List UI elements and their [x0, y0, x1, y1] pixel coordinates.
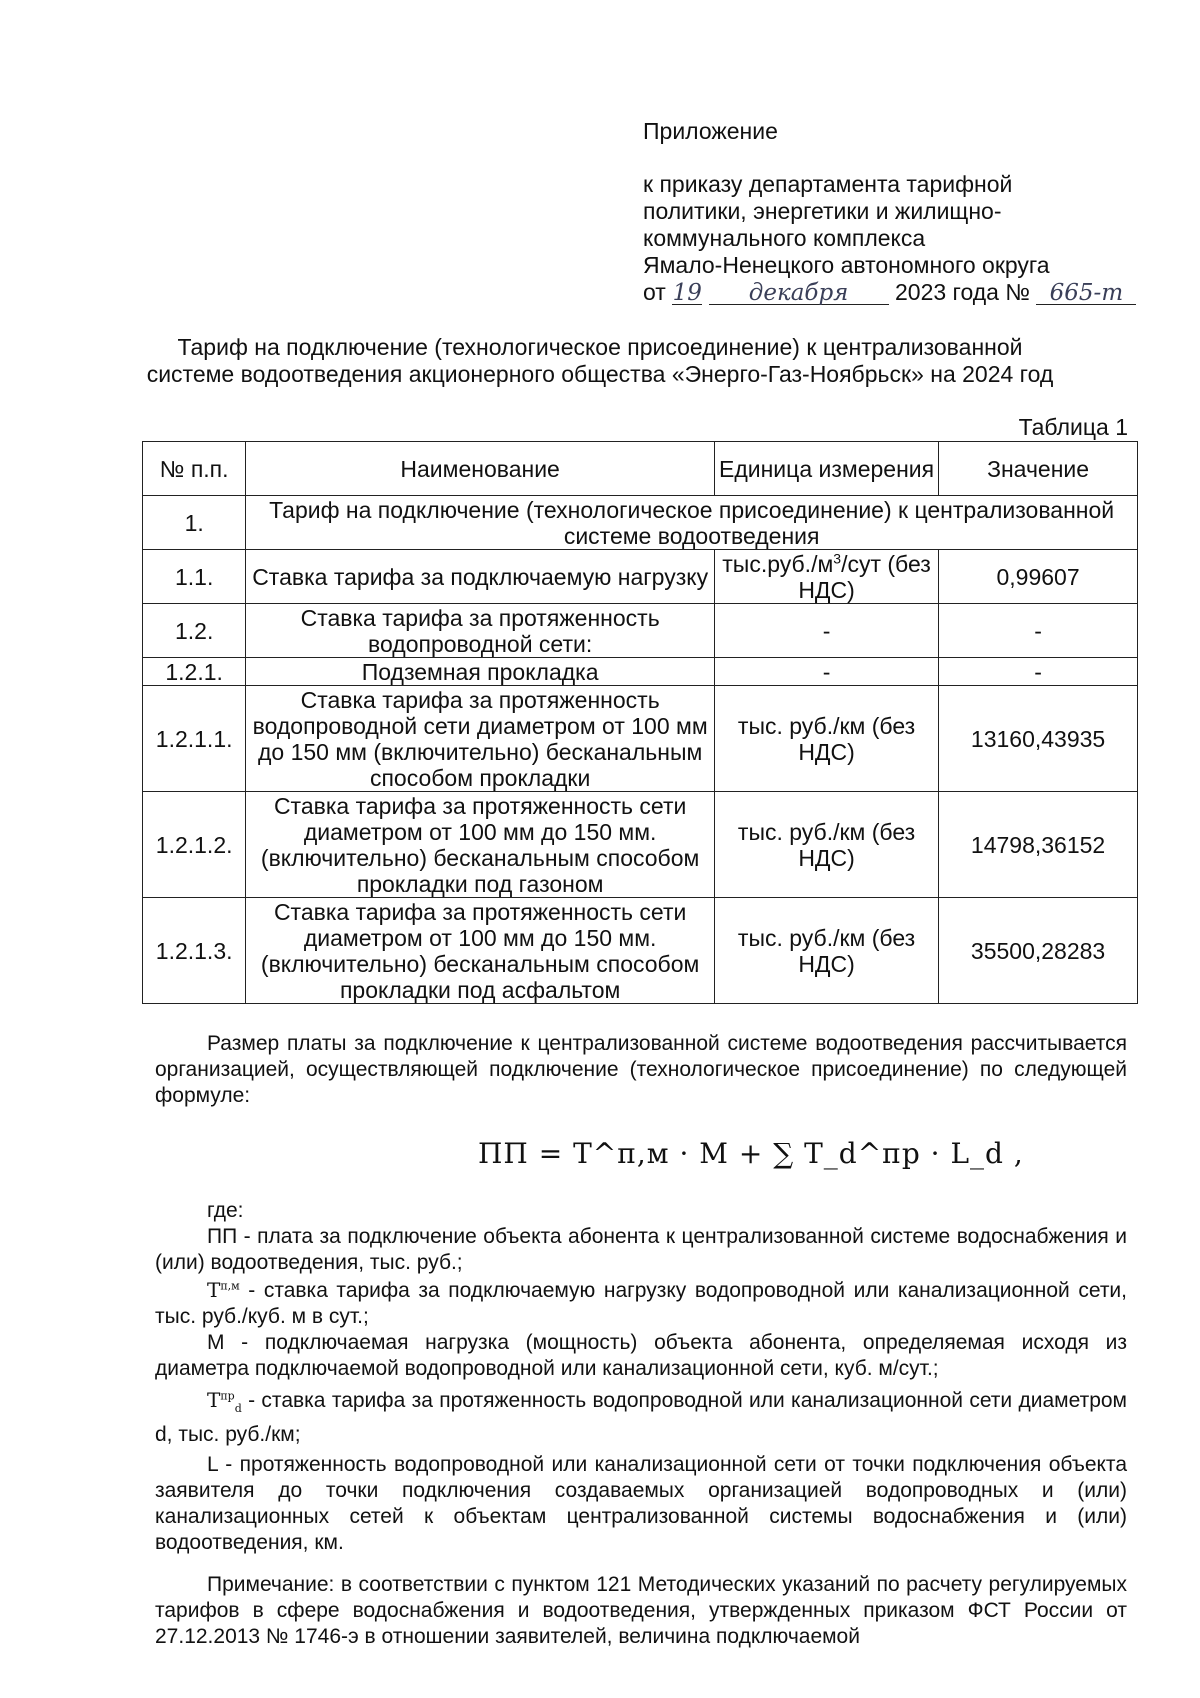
header-value: Значение [939, 442, 1138, 496]
definition-m: М - подключаемая нагрузка (мощность) объекта абонента, определяемая исходя из диаметра подключаемой водопроводной или канализационной сети, куб. м/сут.; [155, 1331, 1127, 1380]
appendix-line: политики, энергетики и жилищно- [643, 198, 1002, 224]
document-title-line: Тариф на подключение (технологическое присоединение) к централизованной [177, 334, 1023, 360]
appendix-title: Приложение [643, 118, 778, 144]
section-name: Тариф на подключение (технологическое присоединение) к централизованной системе водоотведения [246, 496, 1138, 550]
table-label: Таблица 1 [1018, 414, 1128, 440]
document-title-line: системе водоотведения акционерного общества «Энерго-Газ-Ноябрьск» на 2024 год [146, 361, 1054, 387]
document-title [140, 334, 1060, 388]
order-date-line [643, 279, 1163, 306]
formula: ПП = Т^п,м · М + ∑ Т_d^пр · L_d , [478, 1137, 1024, 1170]
definition-pp: ПП - плата за подключение объекта абонента к централизованной системе водоснабжения и (или) водоотведения, тыс. руб.; [155, 1225, 1127, 1274]
table-row [143, 792, 1138, 898]
row-value: - [939, 658, 1138, 686]
date-year-text: 2023 года № [895, 279, 1031, 305]
note-paragraph: Примечание: в соответствии с пунктом 121 Методических указаний по расчету регулируемых тарифов в сфере водоснабжения и водоотведения, утвержденных приказом ФСТ России от 27.12.2013 № 1746-э в отношении заявителей, величина подключаемой [155, 1573, 1127, 1648]
header-number: № п.п. [143, 442, 246, 496]
row-number: 1.1. [143, 550, 246, 604]
row-name: Ставка тарифа за протяженность водопроводной сети: [246, 604, 715, 658]
row-value: 13160,43935 [939, 686, 1138, 792]
tpm-symbol-icon: $Т^{п,м}$ [207, 1278, 240, 1302]
date-prefix: от [643, 279, 666, 305]
unit-part: тыс.руб./м [722, 550, 834, 577]
row-unit: тыс. руб./км (без НДС) [714, 686, 938, 792]
handwritten-month: декабря [709, 282, 889, 305]
appendix-line: Ямало-Ненецкого автономного округа [643, 252, 1050, 278]
definition-l: L - протяженность водопроводной или канализационной сети от точки подключения объекта заявителя до точки подключения создаваемых организацией водопроводных и (или) канализационных сетей к объектам централизованной системы водоснабжения и (или) водоотведения, км. [155, 1453, 1127, 1554]
row-name: Ставка тарифа за протяженность водопроводной сети диаметром от 100 мм до 150 мм (включительно) бесканальным способом прокладки [246, 686, 715, 792]
row-name: Ставка тарифа за протяженность сети диаметром от 100 мм до 150 мм. (включительно) бесканальным способом прокладки под газоном [246, 792, 715, 898]
row-number: 1. [143, 496, 246, 550]
table-row [143, 604, 1138, 658]
definition-tpm [155, 1277, 1127, 1330]
row-value: - [939, 604, 1138, 658]
row-unit: - [714, 604, 938, 658]
row-unit: тыс. руб./км (без НДС) [714, 792, 938, 898]
header-unit: Единица измерения [714, 442, 938, 496]
row-number: 1.2.1. [143, 658, 246, 686]
table-row [143, 496, 1138, 550]
unit-superscript: 3 [833, 549, 842, 566]
appendix-line: к приказу департамента тарифной [643, 171, 1013, 197]
tdpr-symbol-icon: $Т^{пр}_d$ [207, 1388, 242, 1415]
row-value: 0,99607 [939, 550, 1138, 604]
tariff-table [142, 441, 1138, 1004]
row-value: 35500,28283 [939, 898, 1138, 1004]
row-unit [714, 550, 938, 604]
unit-part: /сут (без НДС) [798, 550, 931, 603]
handwritten-order-number: 665-т [1036, 282, 1136, 305]
row-name: Подземная прокладка [246, 658, 715, 686]
row-unit: тыс. руб./км (без НДС) [714, 898, 938, 1004]
definition-tdpr [155, 1387, 1127, 1448]
row-value: 14798,36152 [939, 792, 1138, 898]
row-unit: - [714, 658, 938, 686]
header-name: Наименование [246, 442, 715, 496]
row-number: 1.2.1.3. [143, 898, 246, 1004]
intro-paragraph: Размер платы за подключение к централизованной системе водоотведения рассчитывается организацией, осуществляющей подключение (технологическое присоединение) по следующей формуле: [155, 1032, 1127, 1107]
table-row [143, 898, 1138, 1004]
where-label: где: [207, 1199, 244, 1222]
table-row [143, 550, 1138, 604]
appendix-line: коммунального комплекса [643, 225, 926, 251]
definition-tdpr-text: - ставка тарифа за протяженность водопроводной или канализационной сети диаметром d, тыс. руб./км; [155, 1389, 1127, 1446]
table-header-row [143, 442, 1138, 496]
row-number: 1.2.1.1. [143, 686, 246, 792]
row-number: 1.2. [143, 604, 246, 658]
definition-tpm-text: - ставка тарифа за подключаемую нагрузку водопроводной или канализационной сети, тыс. руб./куб. м в сут.; [155, 1279, 1128, 1328]
table-row [143, 658, 1138, 686]
handwritten-day: 19 [672, 280, 702, 306]
row-number: 1.2.1.2. [143, 792, 246, 898]
row-name: Ставка тарифа за протяженность сети диаметром от 100 мм до 150 мм. (включительно) бесканальным способом прокладки под асфальтом [246, 898, 715, 1004]
table-row [143, 686, 1138, 792]
appendix-header [643, 118, 1163, 306]
row-name: Ставка тарифа за подключаемую нагрузку [246, 550, 715, 604]
